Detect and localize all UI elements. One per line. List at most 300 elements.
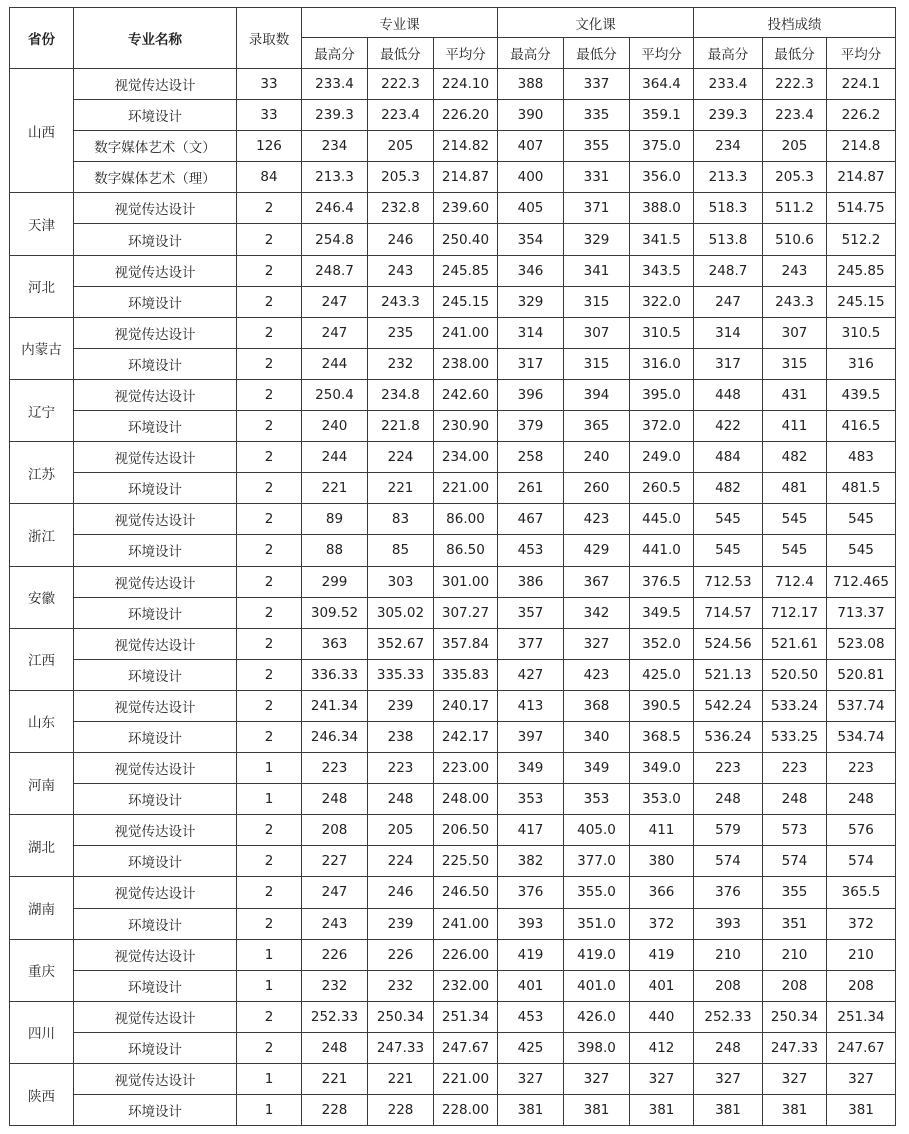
table-row [10, 784, 896, 815]
table-row [10, 939, 896, 970]
culture-score-max-cell: 396 [498, 379, 564, 410]
total-score-min-cell: 205.3 [763, 162, 827, 193]
culture-score-avg-cell: 249.0 [630, 442, 694, 473]
pro-score-avg-cell: 230.90 [434, 411, 498, 442]
culture-score-avg-cell: 260.5 [630, 473, 694, 504]
culture-score-min-cell: 260 [564, 473, 630, 504]
pro-score-avg-cell: 246.50 [434, 877, 498, 908]
total-score-max-cell: 545 [694, 535, 763, 566]
total-score-min-cell: 521.61 [763, 628, 827, 659]
header-max: 最高分 [694, 38, 763, 69]
table-row [10, 1001, 896, 1032]
admitted-count-cell: 2 [237, 1001, 302, 1032]
culture-score-max-cell: 329 [498, 286, 564, 317]
pro-score-avg-cell: 357.84 [434, 628, 498, 659]
culture-score-max-cell: 388 [498, 69, 564, 100]
header-avg: 平均分 [630, 38, 694, 69]
culture-score-min-cell: 340 [564, 721, 630, 752]
pro-score-avg-cell: 223.00 [434, 753, 498, 784]
major-cell: 视觉传达设计 [74, 815, 237, 846]
major-cell: 环境设计 [74, 1032, 237, 1063]
total-score-max-cell: 536.24 [694, 721, 763, 752]
admitted-count-cell: 2 [237, 286, 302, 317]
culture-score-avg-cell: 364.4 [630, 69, 694, 100]
total-score-min-cell: 248 [763, 784, 827, 815]
table-body [10, 69, 896, 1126]
total-score-max-cell: 579 [694, 815, 763, 846]
culture-score-max-cell: 401 [498, 970, 564, 1001]
culture-score-max-cell: 314 [498, 317, 564, 348]
culture-score-min-cell: 368 [564, 690, 630, 721]
admitted-count-cell: 2 [237, 721, 302, 752]
culture-score-max-cell: 413 [498, 690, 564, 721]
culture-score-max-cell: 258 [498, 442, 564, 473]
table-row [10, 504, 896, 535]
pro-score-max-cell: 244 [302, 442, 368, 473]
major-cell: 视觉传达设计 [74, 317, 237, 348]
table-row [10, 597, 896, 628]
table-row [10, 690, 896, 721]
province-cell: 重庆 [10, 939, 74, 1001]
admitted-count-cell: 2 [237, 193, 302, 224]
pro-score-min-cell: 246 [368, 877, 434, 908]
culture-score-avg-cell: 376.5 [630, 566, 694, 597]
total-score-min-cell: 533.25 [763, 721, 827, 752]
culture-score-max-cell: 357 [498, 597, 564, 628]
pro-score-max-cell: 221 [302, 473, 368, 504]
total-score-min-cell: 574 [763, 846, 827, 877]
culture-score-min-cell: 401.0 [564, 970, 630, 1001]
total-score-min-cell: 327 [763, 1064, 827, 1095]
pro-score-avg-cell: 86.00 [434, 504, 498, 535]
pro-score-max-cell: 232 [302, 970, 368, 1001]
total-score-max-cell: 247 [694, 286, 763, 317]
pro-score-min-cell: 239 [368, 908, 434, 939]
admitted-count-cell: 2 [237, 815, 302, 846]
total-score-min-cell: 431 [763, 379, 827, 410]
pro-score-min-cell: 234.8 [368, 379, 434, 410]
total-score-avg-cell: 483 [827, 442, 896, 473]
culture-score-min-cell: 426.0 [564, 1001, 630, 1032]
total-score-min-cell: 545 [763, 535, 827, 566]
table-header [10, 8, 896, 69]
province-cell: 内蒙古 [10, 317, 74, 379]
pro-score-max-cell: 226 [302, 939, 368, 970]
pro-score-min-cell: 352.67 [368, 628, 434, 659]
pro-score-max-cell: 247 [302, 317, 368, 348]
culture-score-max-cell: 467 [498, 504, 564, 535]
header-max: 最高分 [498, 38, 564, 69]
culture-score-min-cell: 429 [564, 535, 630, 566]
total-score-max-cell: 712.53 [694, 566, 763, 597]
major-cell: 视觉传达设计 [74, 504, 237, 535]
pro-score-avg-cell: 206.50 [434, 815, 498, 846]
province-cell: 四川 [10, 1001, 74, 1063]
culture-score-avg-cell: 349.0 [630, 753, 694, 784]
culture-score-avg-cell: 343.5 [630, 255, 694, 286]
table-row [10, 566, 896, 597]
table-row [10, 753, 896, 784]
province-cell: 湖北 [10, 815, 74, 877]
table-row [10, 193, 896, 224]
culture-score-avg-cell: 316.0 [630, 348, 694, 379]
total-score-max-cell: 314 [694, 317, 763, 348]
culture-score-min-cell: 405.0 [564, 815, 630, 846]
total-score-max-cell: 521.13 [694, 659, 763, 690]
culture-score-max-cell: 397 [498, 721, 564, 752]
table-row [10, 846, 896, 877]
pro-score-avg-cell: 214.82 [434, 131, 498, 162]
culture-score-max-cell: 390 [498, 100, 564, 131]
total-score-max-cell: 327 [694, 1064, 763, 1095]
pro-score-avg-cell: 221.00 [434, 1064, 498, 1095]
culture-score-avg-cell: 353.0 [630, 784, 694, 815]
major-cell: 环境设计 [74, 224, 237, 255]
table-row [10, 379, 896, 410]
total-score-min-cell: 381 [763, 1095, 827, 1126]
total-score-min-cell: 712.4 [763, 566, 827, 597]
total-score-min-cell: 520.50 [763, 659, 827, 690]
total-score-max-cell: 381 [694, 1095, 763, 1126]
culture-score-max-cell: 419 [498, 939, 564, 970]
table-row [10, 659, 896, 690]
admitted-count-cell: 2 [237, 473, 302, 504]
culture-score-min-cell: 329 [564, 224, 630, 255]
major-cell: 环境设计 [74, 659, 237, 690]
culture-score-min-cell: 355 [564, 131, 630, 162]
pro-score-max-cell: 239.3 [302, 100, 368, 131]
pro-score-min-cell: 250.34 [368, 1001, 434, 1032]
total-score-min-cell: 223.4 [763, 100, 827, 131]
admitted-count-cell: 2 [237, 628, 302, 659]
pro-score-max-cell: 248.7 [302, 255, 368, 286]
pro-score-max-cell: 248 [302, 784, 368, 815]
table-row [10, 442, 896, 473]
header-group-pro: 专业课 [302, 8, 498, 38]
header-admitted: 录取数 [237, 8, 302, 69]
culture-score-min-cell: 342 [564, 597, 630, 628]
total-score-avg-cell: 545 [827, 535, 896, 566]
total-score-min-cell: 247.33 [763, 1032, 827, 1063]
pro-score-max-cell: 243 [302, 908, 368, 939]
pro-score-min-cell: 232 [368, 348, 434, 379]
culture-score-min-cell: 423 [564, 659, 630, 690]
culture-score-min-cell: 367 [564, 566, 630, 597]
header-row-groups [10, 8, 896, 38]
total-score-max-cell: 545 [694, 504, 763, 535]
total-score-max-cell: 234 [694, 131, 763, 162]
culture-score-min-cell: 398.0 [564, 1032, 630, 1063]
culture-score-avg-cell: 359.1 [630, 100, 694, 131]
table-row [10, 908, 896, 939]
header-group-tot: 投档成绩 [694, 8, 896, 38]
table-row [10, 473, 896, 504]
pro-score-avg-cell: 240.17 [434, 690, 498, 721]
total-score-avg-cell: 512.2 [827, 224, 896, 255]
culture-score-min-cell: 365 [564, 411, 630, 442]
total-score-min-cell: 307 [763, 317, 827, 348]
header-min: 最低分 [368, 38, 434, 69]
pro-score-avg-cell: 307.27 [434, 597, 498, 628]
culture-score-avg-cell: 380 [630, 846, 694, 877]
major-cell: 视觉传达设计 [74, 690, 237, 721]
pro-score-avg-cell: 225.50 [434, 846, 498, 877]
pro-score-avg-cell: 226.00 [434, 939, 498, 970]
major-cell: 视觉传达设计 [74, 753, 237, 784]
pro-score-max-cell: 363 [302, 628, 368, 659]
culture-score-max-cell: 379 [498, 411, 564, 442]
header-max: 最高分 [302, 38, 368, 69]
admitted-count-cell: 33 [237, 69, 302, 100]
pro-score-min-cell: 224 [368, 846, 434, 877]
admitted-count-cell: 2 [237, 566, 302, 597]
culture-score-avg-cell: 401 [630, 970, 694, 1001]
culture-score-avg-cell: 375.0 [630, 131, 694, 162]
pro-score-min-cell: 221 [368, 473, 434, 504]
total-score-max-cell: 422 [694, 411, 763, 442]
culture-score-max-cell: 382 [498, 846, 564, 877]
culture-score-max-cell: 381 [498, 1095, 564, 1126]
culture-score-min-cell: 349 [564, 753, 630, 784]
total-score-max-cell: 210 [694, 939, 763, 970]
pro-score-min-cell: 232 [368, 970, 434, 1001]
total-score-max-cell: 223 [694, 753, 763, 784]
major-cell: 环境设计 [74, 784, 237, 815]
pro-score-min-cell: 232.8 [368, 193, 434, 224]
total-score-min-cell: 223 [763, 753, 827, 784]
total-score-min-cell: 411 [763, 411, 827, 442]
major-cell: 视觉传达设计 [74, 69, 237, 100]
pro-score-max-cell: 247 [302, 286, 368, 317]
pro-score-min-cell: 205 [368, 815, 434, 846]
header-major: 专业名称 [74, 8, 237, 69]
table-row [10, 815, 896, 846]
pro-score-min-cell: 205.3 [368, 162, 434, 193]
total-score-min-cell: 511.2 [763, 193, 827, 224]
culture-score-avg-cell: 395.0 [630, 379, 694, 410]
culture-score-avg-cell: 445.0 [630, 504, 694, 535]
province-cell: 湖南 [10, 877, 74, 939]
culture-score-max-cell: 427 [498, 659, 564, 690]
total-score-max-cell: 524.56 [694, 628, 763, 659]
admitted-count-cell: 2 [237, 255, 302, 286]
total-score-min-cell: 573 [763, 815, 827, 846]
total-score-avg-cell: 520.81 [827, 659, 896, 690]
major-cell: 视觉传达设计 [74, 628, 237, 659]
pro-score-avg-cell: 241.00 [434, 317, 498, 348]
culture-score-avg-cell: 381 [630, 1095, 694, 1126]
pro-score-min-cell: 239 [368, 690, 434, 721]
total-score-avg-cell: 310.5 [827, 317, 896, 348]
table-row [10, 286, 896, 317]
total-score-avg-cell: 439.5 [827, 379, 896, 410]
major-cell: 视觉传达设计 [74, 1064, 237, 1095]
culture-score-max-cell: 407 [498, 131, 564, 162]
major-cell: 环境设计 [74, 721, 237, 752]
table-row [10, 877, 896, 908]
total-score-avg-cell: 537.74 [827, 690, 896, 721]
total-score-min-cell: 243 [763, 255, 827, 286]
pro-score-max-cell: 241.34 [302, 690, 368, 721]
pro-score-avg-cell: 239.60 [434, 193, 498, 224]
total-score-max-cell: 208 [694, 970, 763, 1001]
culture-score-max-cell: 353 [498, 784, 564, 815]
table-row [10, 535, 896, 566]
culture-score-min-cell: 337 [564, 69, 630, 100]
admitted-count-cell: 126 [237, 131, 302, 162]
culture-score-max-cell: 317 [498, 348, 564, 379]
total-score-min-cell: 222.3 [763, 69, 827, 100]
major-cell: 视觉传达设计 [74, 255, 237, 286]
major-cell: 环境设计 [74, 970, 237, 1001]
total-score-max-cell: 482 [694, 473, 763, 504]
major-cell: 视觉传达设计 [74, 193, 237, 224]
total-score-max-cell: 317 [694, 348, 763, 379]
pro-score-max-cell: 246.34 [302, 721, 368, 752]
pro-score-max-cell: 223 [302, 753, 368, 784]
culture-score-avg-cell: 372 [630, 908, 694, 939]
pro-score-avg-cell: 242.60 [434, 379, 498, 410]
total-score-max-cell: 233.4 [694, 69, 763, 100]
culture-score-avg-cell: 419 [630, 939, 694, 970]
culture-score-max-cell: 453 [498, 535, 564, 566]
pro-score-max-cell: 248 [302, 1032, 368, 1063]
total-score-max-cell: 484 [694, 442, 763, 473]
table-row [10, 224, 896, 255]
culture-score-min-cell: 419.0 [564, 939, 630, 970]
table-row [10, 1032, 896, 1063]
pro-score-max-cell: 240 [302, 411, 368, 442]
pro-score-min-cell: 221.8 [368, 411, 434, 442]
culture-score-avg-cell: 388.0 [630, 193, 694, 224]
admitted-count-cell: 2 [237, 597, 302, 628]
pro-score-max-cell: 247 [302, 877, 368, 908]
major-cell: 视觉传达设计 [74, 379, 237, 410]
major-cell: 环境设计 [74, 100, 237, 131]
pro-score-avg-cell: 247.67 [434, 1032, 498, 1063]
culture-score-max-cell: 346 [498, 255, 564, 286]
culture-score-max-cell: 417 [498, 815, 564, 846]
pro-score-max-cell: 299 [302, 566, 368, 597]
admitted-count-cell: 1 [237, 753, 302, 784]
culture-score-min-cell: 371 [564, 193, 630, 224]
pro-score-avg-cell: 214.87 [434, 162, 498, 193]
culture-score-avg-cell: 356.0 [630, 162, 694, 193]
table-row [10, 162, 896, 193]
pro-score-max-cell: 336.33 [302, 659, 368, 690]
total-score-avg-cell: 481.5 [827, 473, 896, 504]
major-cell: 环境设计 [74, 846, 237, 877]
culture-score-max-cell: 453 [498, 1001, 564, 1032]
pro-score-avg-cell: 248.00 [434, 784, 498, 815]
total-score-min-cell: 315 [763, 348, 827, 379]
total-score-avg-cell: 316 [827, 348, 896, 379]
culture-score-max-cell: 261 [498, 473, 564, 504]
pro-score-avg-cell: 335.83 [434, 659, 498, 690]
culture-score-avg-cell: 310.5 [630, 317, 694, 348]
culture-score-min-cell: 355.0 [564, 877, 630, 908]
table-row [10, 69, 896, 100]
pro-score-min-cell: 83 [368, 504, 434, 535]
total-score-max-cell: 513.8 [694, 224, 763, 255]
total-score-max-cell: 239.3 [694, 100, 763, 131]
pro-score-min-cell: 305.02 [368, 597, 434, 628]
pro-score-min-cell: 223 [368, 753, 434, 784]
pro-score-max-cell: 246.4 [302, 193, 368, 224]
pro-score-min-cell: 246 [368, 224, 434, 255]
culture-score-min-cell: 381 [564, 1095, 630, 1126]
header-avg: 平均分 [827, 38, 896, 69]
culture-score-max-cell: 393 [498, 908, 564, 939]
total-score-min-cell: 481 [763, 473, 827, 504]
total-score-avg-cell: 210 [827, 939, 896, 970]
culture-score-max-cell: 400 [498, 162, 564, 193]
admitted-count-cell: 2 [237, 317, 302, 348]
total-score-max-cell: 542.24 [694, 690, 763, 721]
culture-score-avg-cell: 425.0 [630, 659, 694, 690]
total-score-min-cell: 210 [763, 939, 827, 970]
pro-score-max-cell: 234 [302, 131, 368, 162]
pro-score-min-cell: 235 [368, 317, 434, 348]
pro-score-min-cell: 243 [368, 255, 434, 286]
total-score-avg-cell: 226.2 [827, 100, 896, 131]
total-score-avg-cell: 713.37 [827, 597, 896, 628]
province-cell: 河北 [10, 255, 74, 317]
pro-score-avg-cell: 250.40 [434, 224, 498, 255]
table-row [10, 255, 896, 286]
table-row [10, 1064, 896, 1095]
culture-score-max-cell: 349 [498, 753, 564, 784]
culture-score-max-cell: 377 [498, 628, 564, 659]
major-cell: 视觉传达设计 [74, 877, 237, 908]
major-cell: 数字媒体艺术（文） [74, 131, 237, 162]
culture-score-min-cell: 351.0 [564, 908, 630, 939]
total-score-avg-cell: 514.75 [827, 193, 896, 224]
pro-score-max-cell: 227 [302, 846, 368, 877]
pro-score-min-cell: 221 [368, 1064, 434, 1095]
header-min: 最低分 [763, 38, 827, 69]
major-cell: 环境设计 [74, 597, 237, 628]
pro-score-min-cell: 223.4 [368, 100, 434, 131]
total-score-avg-cell: 574 [827, 846, 896, 877]
culture-score-avg-cell: 327 [630, 1064, 694, 1095]
pro-score-avg-cell: 226.20 [434, 100, 498, 131]
province-cell: 辽宁 [10, 379, 74, 441]
total-score-max-cell: 714.57 [694, 597, 763, 628]
culture-score-max-cell: 405 [498, 193, 564, 224]
major-cell: 环境设计 [74, 908, 237, 939]
admission-scores-table-container [9, 7, 896, 1126]
admitted-count-cell: 84 [237, 162, 302, 193]
pro-score-max-cell: 228 [302, 1095, 368, 1126]
total-score-max-cell: 448 [694, 379, 763, 410]
pro-score-avg-cell: 301.00 [434, 566, 498, 597]
culture-score-avg-cell: 390.5 [630, 690, 694, 721]
culture-score-min-cell: 341 [564, 255, 630, 286]
province-cell: 陕西 [10, 1064, 74, 1126]
pro-score-min-cell: 85 [368, 535, 434, 566]
pro-score-avg-cell: 86.50 [434, 535, 498, 566]
total-score-max-cell: 393 [694, 908, 763, 939]
pro-score-max-cell: 244 [302, 348, 368, 379]
admitted-count-cell: 2 [237, 535, 302, 566]
culture-score-min-cell: 240 [564, 442, 630, 473]
culture-score-max-cell: 386 [498, 566, 564, 597]
culture-score-min-cell: 353 [564, 784, 630, 815]
culture-score-avg-cell: 352.0 [630, 628, 694, 659]
admitted-count-cell: 2 [237, 908, 302, 939]
pro-score-avg-cell: 228.00 [434, 1095, 498, 1126]
